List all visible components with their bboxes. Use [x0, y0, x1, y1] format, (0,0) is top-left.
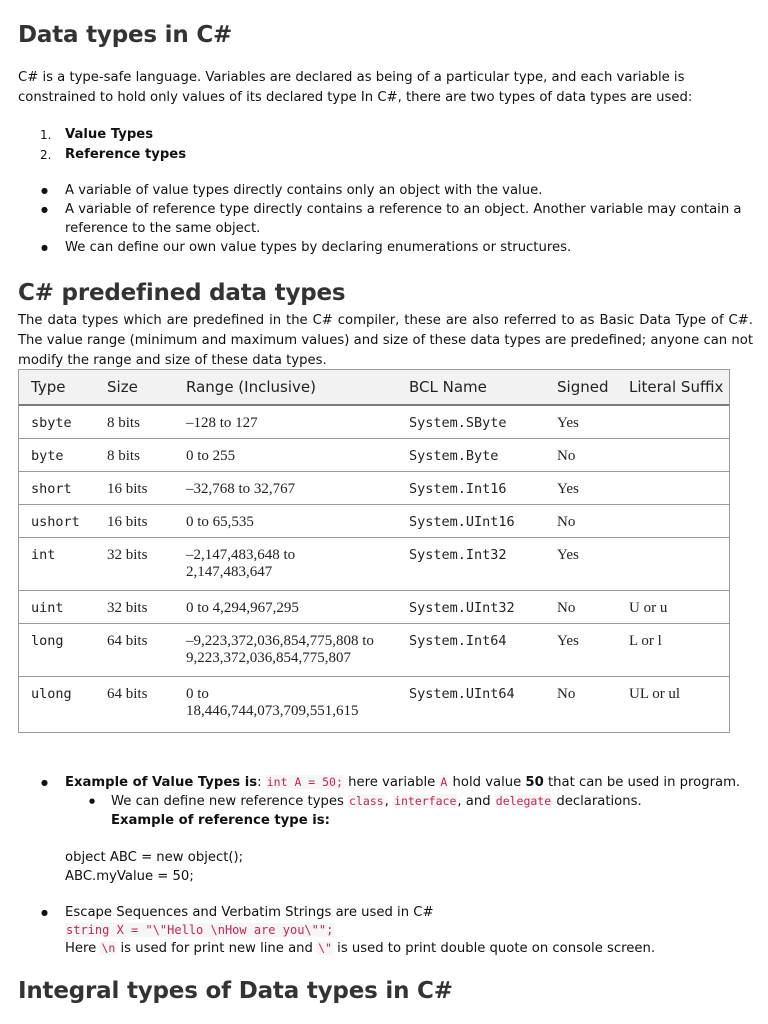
list-item: ● We can define our own value types by declaring enumerations or structures. [40, 238, 752, 257]
suffix-cell [617, 405, 729, 438]
suffix-cell [617, 504, 729, 537]
reference-type-note: ● We can define new reference types class, interface, and delegate declarations. [111, 792, 642, 811]
type-description-bullets [40, 181, 752, 257]
type-cell: ushort [19, 504, 95, 537]
list-item: ● A variable of reference type directly contains a reference to an object. Another variable may contain a reference to the same object. [40, 200, 752, 238]
size-cell: 16 bits [95, 504, 174, 537]
signed-cell: Yes [545, 623, 617, 676]
size-cell: 64 bits [107, 685, 148, 702]
intro-paragraph: C# is a type-safe language. Variables are declared as being of a particular type, and each variable is constrained to hold only values of its declared type In C#, there are two types of data types are used: [18, 70, 693, 105]
table-row [19, 676, 729, 729]
code-line: ABC.myValue = 50; [65, 869, 194, 884]
inline-code: class [349, 794, 384, 808]
list-item: 2. Reference types [40, 147, 187, 162]
escape-code-example: string X = "\"Hello \nHow are you\""; [66, 923, 334, 937]
range-cell: –9,223,372,036,854,775,808 to 9,223,372,036,854,775,807 [174, 623, 397, 676]
table-row [19, 471, 729, 504]
signed-cell: No [557, 685, 576, 702]
section-heading-integral: Integral types of Data types in C# [18, 978, 453, 1004]
suffix-cell: U or u [617, 590, 729, 623]
signed-cell: No [545, 504, 617, 537]
range-cell: 0 to 4,294,967,295 [174, 590, 397, 623]
range-cell: 0 to 65,535 [174, 504, 397, 537]
bcl-name-cell: System.SByte [397, 405, 545, 438]
table-row [19, 405, 729, 438]
type-cell: long [19, 623, 95, 676]
range-cell: 0 to 18,446,744,073,709,551,615 [186, 685, 359, 719]
table-header-row [19, 370, 729, 405]
data-types-table [18, 369, 730, 733]
section-heading-predefined: C# predefined data types [18, 280, 346, 306]
bcl-name-cell: System.Int64 [397, 623, 545, 676]
size-cell: 32 bits [95, 590, 174, 623]
reference-type-example-label: Example of reference type is: [111, 813, 330, 828]
suffix-cell [617, 537, 729, 590]
type-cell: short [19, 471, 95, 504]
predefined-paragraph: The data types which are predefined in the C# compiler, these are also referred to as Basic Data Type of C#. The value range (minimum and maximum values) and size of these data types are predefined; anyone can not modify the range and size of these data types. [18, 313, 753, 368]
type-cell: sbyte [19, 405, 95, 438]
column-header: Type [19, 370, 95, 405]
suffix-cell: L or l [617, 623, 729, 676]
suffix-cell: UL or ul [629, 685, 681, 702]
signed-cell: No [545, 438, 617, 471]
list-item: 1. Value Types [40, 127, 154, 142]
bcl-name-cell: System.UInt64 [409, 685, 515, 702]
type-cell: uint [19, 590, 95, 623]
code-line: object ABC = new object(); [65, 850, 244, 865]
type-cell: int [19, 537, 95, 590]
suffix-cell [617, 438, 729, 471]
escape-explanation: Here \n is used for print new line and \" is used to print double quote on console screen. [65, 941, 656, 956]
size-cell: 64 bits [95, 623, 174, 676]
range-cell: –128 to 127 [174, 405, 397, 438]
inline-code: A [440, 775, 448, 789]
table-row [19, 504, 729, 537]
bcl-name-cell: System.Byte [397, 438, 545, 471]
type-cell: ulong [31, 685, 72, 702]
size-cell: 16 bits [95, 471, 174, 504]
table-row [19, 438, 729, 471]
inline-code: \" [318, 941, 332, 955]
range-cell: –32,768 to 32,767 [174, 471, 397, 504]
range-cell: 0 to 255 [174, 438, 397, 471]
list-item: ● A variable of value types directly contains only an object with the value. [40, 181, 752, 200]
signed-cell: No [545, 590, 617, 623]
range-cell: –2,147,483,648 to 2,147,483,647 [174, 537, 397, 590]
inline-code: interface [394, 794, 457, 808]
bcl-name-cell: System.UInt32 [397, 590, 545, 623]
size-cell: 8 bits [95, 405, 174, 438]
column-header: Range (Inclusive) [174, 370, 397, 405]
inline-code: \n [101, 941, 116, 955]
size-cell: 8 bits [95, 438, 174, 471]
column-header: Signed [545, 370, 617, 405]
bcl-name-cell: System.Int32 [397, 537, 545, 590]
suffix-cell [617, 471, 729, 504]
signed-cell: Yes [545, 471, 617, 504]
column-header: Literal Suffix [617, 370, 729, 405]
table-row [19, 623, 729, 676]
column-header: BCL Name [397, 370, 545, 405]
inline-code: int A = 50; [266, 775, 343, 789]
table-row [19, 590, 729, 623]
data-type-categories-list [40, 125, 186, 165]
value-type-example: ● Example of Value Types is: int A = 50; here variable A hold value 50 that can be used in program. [65, 773, 740, 792]
bcl-name-cell: System.UInt16 [397, 504, 545, 537]
type-cell: byte [19, 438, 95, 471]
inline-code: delegate [495, 794, 552, 808]
size-cell: 32 bits [95, 537, 174, 590]
signed-cell: Yes [545, 405, 617, 438]
bcl-name-cell: System.Int16 [397, 471, 545, 504]
column-header: Size [95, 370, 174, 405]
signed-cell: Yes [545, 537, 617, 590]
table-row [19, 537, 729, 590]
escape-sequences-text: ● Escape Sequences and Verbatim Strings are used in C# [65, 903, 434, 922]
page-title: Data types in C# [18, 22, 233, 48]
